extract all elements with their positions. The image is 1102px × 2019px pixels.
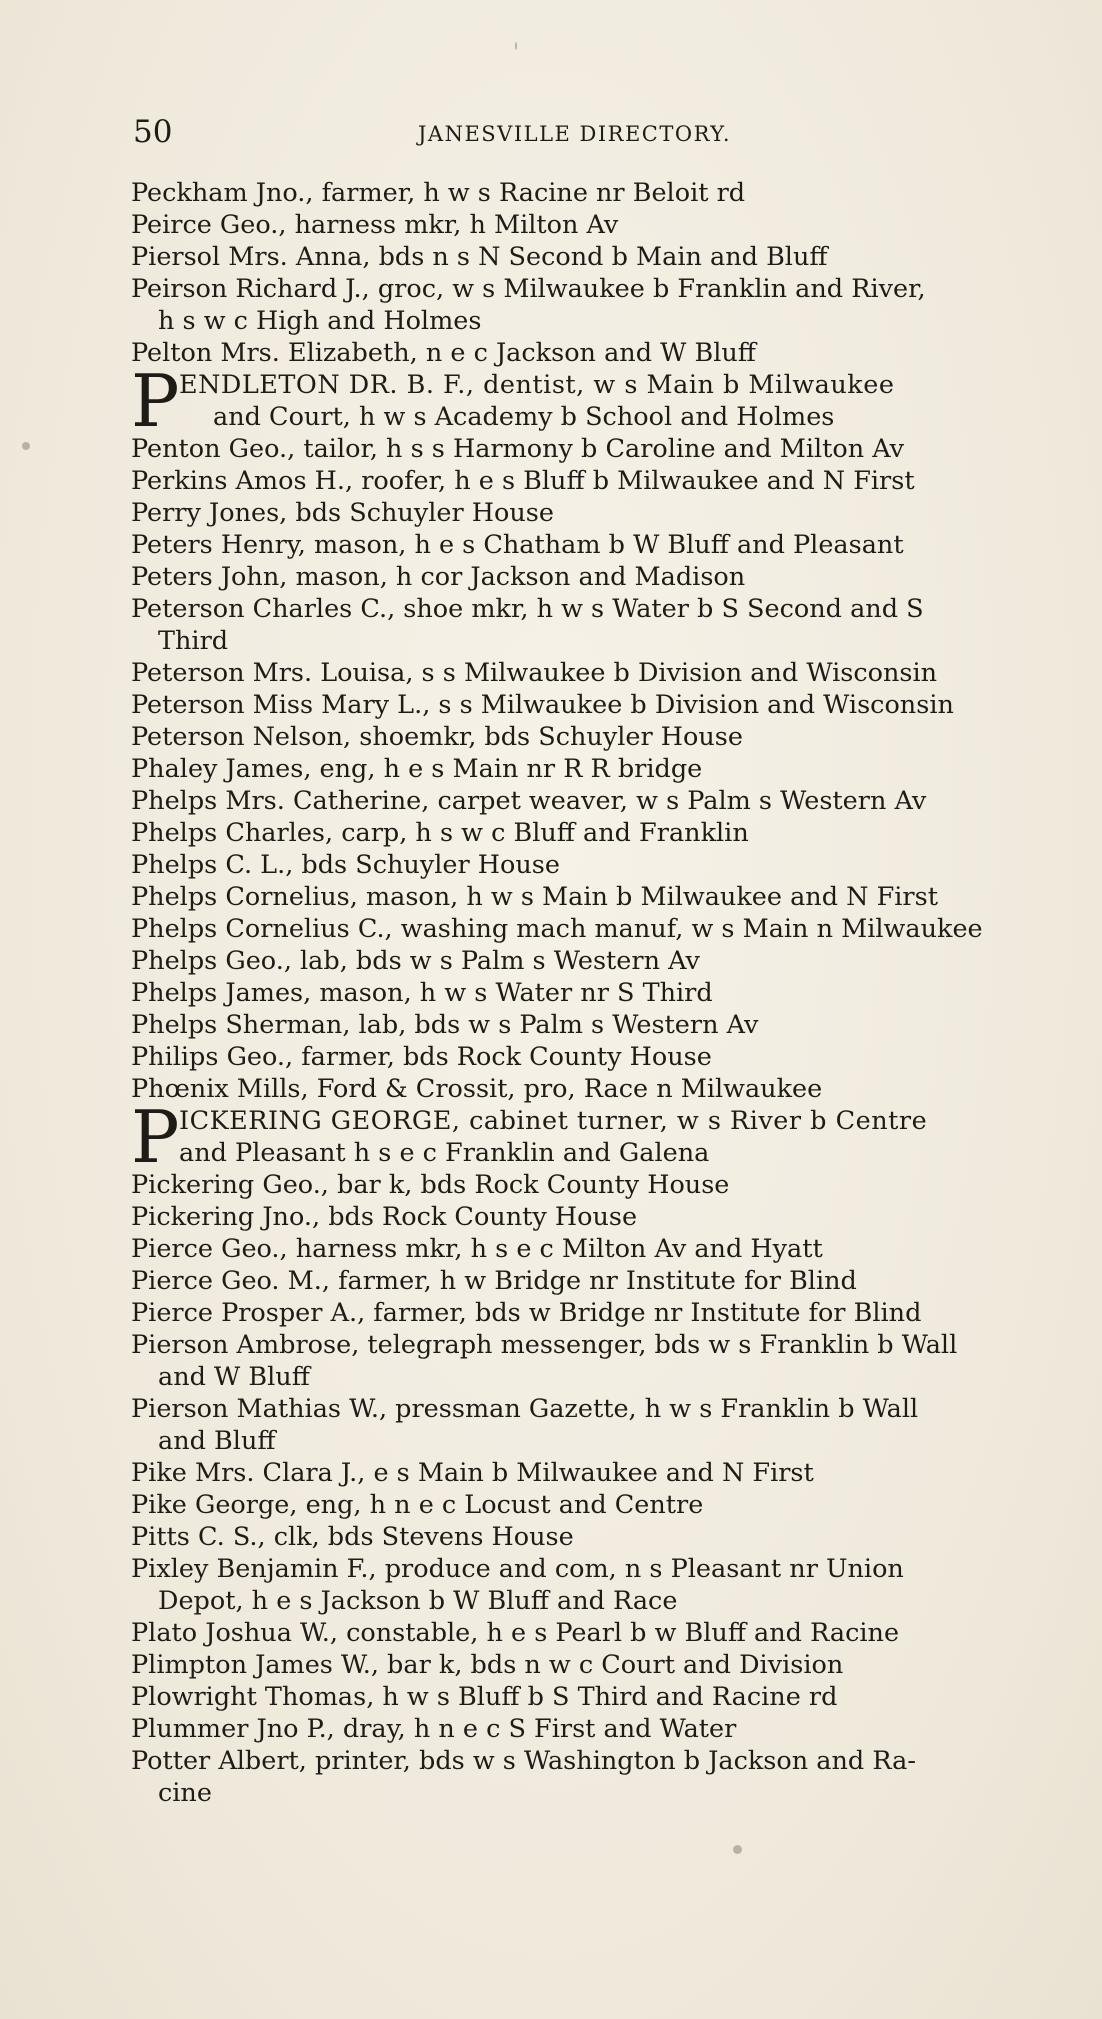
directory-entry: Pike Mrs. Clara J., e s Main b Milwaukee and N First [131, 1458, 814, 1488]
running-head: JANESVILLE DIRECTORY. [418, 122, 732, 146]
directory-entry: Perry Jones, bds Schuyler House [131, 498, 554, 528]
directory-entry: Phelps Geo., lab, bds w s Palm s Western Av [131, 946, 700, 976]
drop-cap: P [131, 1095, 180, 1179]
entry-line: Pierson Mathias W., pressman Gazette, h w s Franklin b Wall [131, 1394, 919, 1424]
directory-entry: Pickering Geo., bar k, bds Rock County House [131, 1170, 730, 1200]
entry-continuation: cine [158, 1778, 212, 1808]
directory-entry: Philips Geo., farmer, bds Rock County House [131, 1042, 712, 1072]
directory-entry: Peters John, mason, h cor Jackson and Madison [131, 562, 746, 592]
directory-entry: Plummer Jno P., dray, h n e c S First and Water [131, 1714, 737, 1744]
directory-entry: Piersol Mrs. Anna, bds n s N Second b Main and Bluff [131, 242, 828, 272]
directory-entry: Pickering Jno., bds Rock County House [131, 1202, 638, 1232]
directory-entry: Peterson Mrs. Louisa, s s Milwaukee b Division and Wisconsin [131, 658, 938, 688]
directory-entry: Phaley James, eng, h e s Main nr R R bridge [131, 754, 703, 784]
entry-continuation: and W Bluff [158, 1362, 310, 1392]
page-header [133, 112, 1013, 152]
directory-entry: Phelps Cornelius C., washing mach manuf, w s Main n Milwaukee [131, 914, 983, 944]
directory-entry: Peterson Miss Mary L., s s Milwaukee b Division and Wisconsin [131, 690, 954, 720]
entry-continuation: Third [158, 626, 229, 656]
directory-entry: Phelps Mrs. Catherine, carpet weaver, w s Palm s Western Av [131, 786, 927, 816]
paper-speck [22, 442, 30, 450]
directory-entry: Phelps Charles, carp, h s w c Bluff and Franklin [131, 818, 749, 848]
drop-cap: P [131, 359, 180, 443]
directory-entry [131, 593, 1041, 657]
directory-entry: Penton Geo., tailor, h s s Harmony b Caroline and Milton Av [131, 434, 905, 464]
directory-entry: Perkins Amos H., roofer, h e s Bluff b Milwaukee and N First [131, 466, 915, 496]
entry-line: Peirson Richard J., groc, w s Milwaukee b Franklin and River, [131, 274, 926, 304]
directory-entry [131, 273, 1041, 337]
directory-entry [131, 1393, 1041, 1457]
directory-entry: Pelton Mrs. Elizabeth, n e c Jackson and W Bluff [131, 338, 756, 368]
entry-continuation: and Bluff [158, 1426, 276, 1456]
directory-entry [131, 1329, 1041, 1393]
entry-continuation: h s w c High and Holmes [158, 306, 482, 336]
directory-entry: Phelps Sherman, lab, bds w s Palm s Western Av [131, 1010, 759, 1040]
directory-entry: Peirce Geo., harness mkr, h Milton Av [131, 210, 619, 240]
featured-line: ENDLETON DR. B. F., dentist, w s Main b Milwaukee [179, 370, 895, 400]
directory-entry: Pike George, eng, h n e c Locust and Centre [131, 1490, 704, 1520]
directory-entry: Pierce Geo., harness mkr, h s e c Milton Av and Hyatt [131, 1234, 823, 1264]
entry-line: Potter Albert, printer, bds w s Washington b Jackson and Ra- [131, 1746, 916, 1776]
directory-entry: Pitts C. S., clk, bds Stevens House [131, 1522, 574, 1552]
entry-continuation: Depot, h e s Jackson b W Bluff and Race [158, 1586, 678, 1616]
directory-entry: Peters Henry, mason, h e s Chatham b W Bluff and Pleasant [131, 530, 904, 560]
directory-entry: Phelps James, mason, h w s Water nr S Third [131, 978, 713, 1008]
paper-speck [733, 1845, 742, 1854]
featured-line: ICKERING GEORGE, cabinet turner, w s River b Centre [179, 1106, 928, 1136]
featured-continuation: and Court, h w s Academy b School and Holmes [213, 402, 835, 432]
featured-continuation: and Pleasant h s e c Franklin and Galena [179, 1138, 710, 1168]
directory-entry: Plimpton James W., bar k, bds n w c Court and Division [131, 1650, 844, 1680]
directory-entry: Plato Joshua W., constable, h e s Pearl b w Bluff and Racine [131, 1618, 900, 1648]
directory-entry: Peterson Nelson, shoemkr, bds Schuyler House [131, 722, 743, 752]
directory-entry: Phœnix Mills, Ford & Crossit, pro, Race n Milwaukee [131, 1074, 823, 1104]
directory-entry [131, 1553, 1041, 1617]
directory-entry: Phelps C. L., bds Schuyler House [131, 850, 560, 880]
directory-entry: Pierce Prosper A., farmer, bds w Bridge nr Institute for Blind [131, 1298, 922, 1328]
entry-line: Pierson Ambrose, telegraph messenger, bds w s Franklin b Wall [131, 1330, 958, 1360]
page-number: 50 [133, 114, 173, 150]
directory-entry: Phelps Cornelius, mason, h w s Main b Milwaukee and N First [131, 882, 938, 912]
entry-line: Peterson Charles C., shoe mkr, h w s Water b S Second and S [131, 594, 924, 624]
paper-speck [515, 42, 517, 50]
directory-entry: Plowright Thomas, h w s Bluff b S Third and Racine rd [131, 1682, 838, 1712]
directory-entry [131, 1745, 1041, 1809]
featured-entry-pickering [131, 1095, 1041, 1179]
directory-entry: Pierce Geo. M., farmer, h w Bridge nr Institute for Blind [131, 1266, 857, 1296]
directory-entries [131, 177, 1041, 1809]
directory-entry: Peckham Jno., farmer, h w s Racine nr Beloit rd [131, 178, 746, 208]
featured-entry-pendleton [131, 359, 1041, 443]
entry-line: Pixley Benjamin F., produce and com, n s Pleasant nr Union [131, 1554, 904, 1584]
